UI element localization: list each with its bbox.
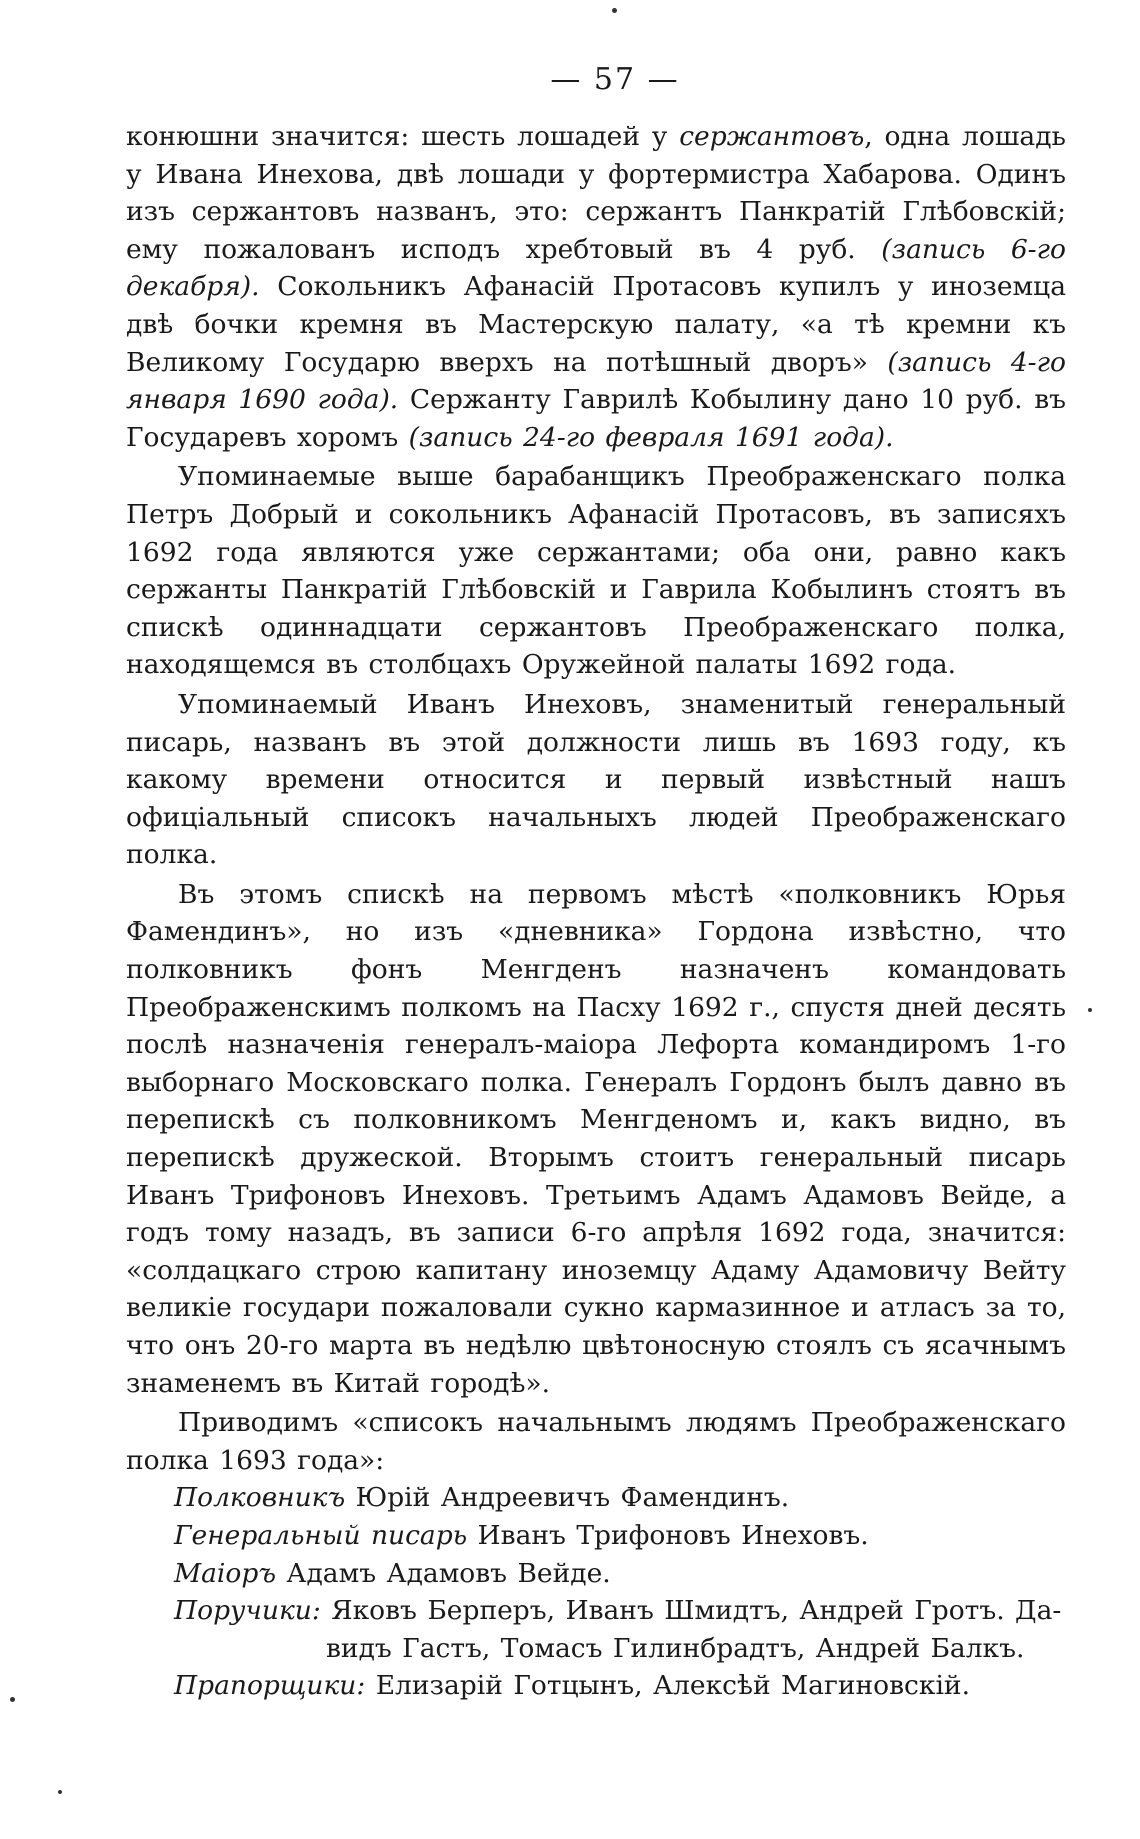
p1-italic-record-feb24: (запись 24-го февраля 1691 года). <box>408 421 894 453</box>
roster-rank: Генеральный писарь <box>174 1519 468 1551</box>
paragraph-4: Въ этомъ спискѣ на первомъ мѣстѣ «полковникъ Юрья Фамендинъ», но изъ «дневника» Гордона извѣстно, что полковникъ фонъ Менгденъ назначенъ командовать Преображенскимъ полкомъ на Пасху 1692 г., спустя дней десять послѣ назначенія генералъ-маіора Лефорта командиромъ 1-го выборнаго Московскаго полка. Генералъ Гордонъ былъ давно въ перепискѣ съ полковникомъ Менгденомъ и, какъ видно, въ перепискѣ дружеской. Вторымъ стоитъ генеральный писарь Иванъ Трифоновъ Инеховъ. Третьимъ Адамъ Адамовъ Вейде, а годъ тому назадъ, въ записи 6-го апрѣля 1692 года, значится: «солдацкаго строю капитану иноземцу Адаму Адамовичу Вейту великіе государи пожаловали сукно кармазинное и атласъ за то, что онъ 20-го марта въ недѣлю цвѣтоносную стоялъ съ ясачнымъ знаменемъ въ Китай городѣ». <box>126 878 1066 1399</box>
paragraph-1 <box>126 118 1066 456</box>
p1-text-g: Сержанту Гаврилѣ Кобылину дано 10 руб. въ Государевъ хоромъ <box>126 384 1067 453</box>
roster-rank: Маіоръ <box>174 1557 276 1589</box>
paragraph-5: Приводимъ «списокъ начальнымъ людямъ Преображенскаго полка 1693 года»: <box>126 1407 1066 1476</box>
roster-names: Иванъ Трифоновъ Инеховъ. <box>467 1519 869 1551</box>
roster-item-general-clerk <box>126 1517 1066 1555</box>
p1-italic-record-dec6: (запись 6-го декабря). <box>126 233 1066 303</box>
p1-italic-record-jan4: (запись 4-го января 1690 года). <box>126 346 1066 416</box>
roster-names: Елизарій Готцынъ, Алексѣй Магиновскій. <box>365 1670 971 1702</box>
roster-item-ensigns <box>126 1667 1066 1705</box>
roster-names: Юрій Андреевичъ Фамендинъ. <box>345 1482 790 1514</box>
paragraph-2: Упоминаемые выше барабанщикъ Преображенскаго полка Петръ Добрый и сокольникъ Афанасій Протасовъ, въ записяхъ 1692 года являются уже сержантами; оба они, равно какъ сержанты Панкратій Глѣбовскій и Гаврила Кобылинъ стоятъ въ спискѣ одиннадцати сержантовъ Преображенскаго полка, находящемся въ столбцахъ Оружейной палаты 1692 года. <box>126 461 1066 681</box>
p1-text-c: , одна лошадь у Ивана Инехова, двѣ лошади у фортермистра Хабарова. Одинъ изъ сержантовъ названъ, это: сержантъ Панкратій Глѣбовскій; ему пожалованъ исподъ хребтовый въ 4 руб. <box>126 121 1066 265</box>
officer-roster <box>126 1479 1066 1705</box>
roster-names: Яковъ Берперъ, Иванъ Шмидтъ, Андрей Гротъ. Да- <box>320 1595 1062 1627</box>
roster-item-lieutenants <box>126 1592 1066 1667</box>
roster-rank: Прапорщики: <box>174 1670 366 1702</box>
roster-rank: Полковникъ <box>174 1482 346 1514</box>
roster-item-colonel <box>126 1479 1066 1517</box>
p1-text-e: Сокольникъ Афанасій Протасовъ купилъ у иноземца двѣ бочки кремня въ Мастерскую палату, «а тѣ кремни къ Великому Государю вверхъ на потѣшный дворъ» <box>126 271 1066 378</box>
paragraph-3: Упоминаемый Иванъ Инеховъ, знаменитый генеральный писарь, названъ въ этой должности лишь въ 1693 году, къ какому времени относится и первый извѣстный нашъ офиціальный списокъ начальныхъ людей Преображенскаго полка. <box>126 688 1066 871</box>
p1-italic-sergeants: сержантовъ <box>679 121 865 152</box>
page-number: — 57 — <box>550 62 680 97</box>
roster-names: Адамъ Адамовъ Вейде. <box>276 1557 611 1589</box>
scan-speck <box>612 8 617 13</box>
scan-speck <box>58 1790 62 1794</box>
scan-speck <box>10 1697 15 1702</box>
roster-rank: Поручики: <box>174 1595 321 1627</box>
p1-text-a: конюшни значится: шесть лошадей у <box>126 121 680 152</box>
roster-names-continued: видъ Гастъ, Томасъ Гилинбрадтъ, Андрей Балкъ. <box>326 1632 1025 1664</box>
roster-item-major <box>126 1555 1066 1593</box>
body-text <box>126 118 1066 1705</box>
scan-speck <box>1088 1008 1092 1012</box>
